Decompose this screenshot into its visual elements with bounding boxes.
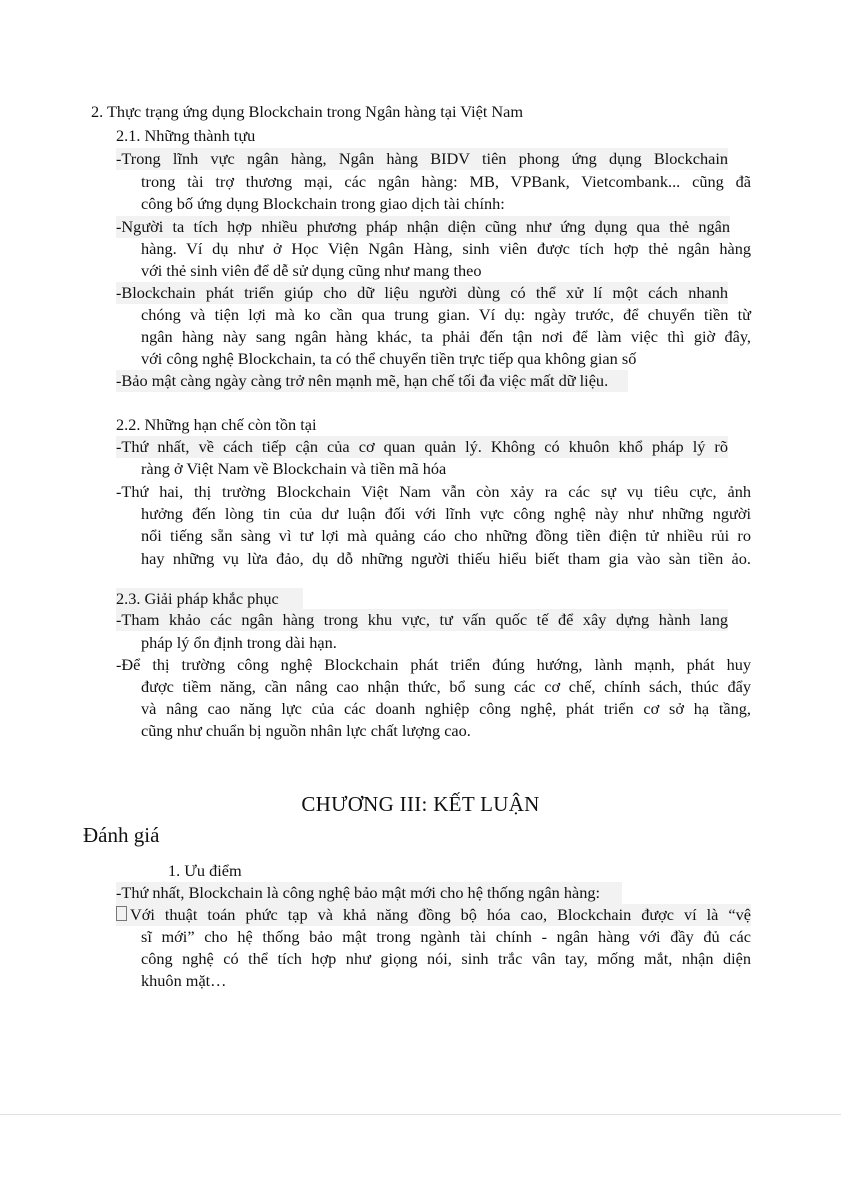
paragraph-line: hưởng đến lòng tin của dư luận đối với lĩnh vực công nghệ này như những người	[141, 504, 751, 523]
item-title-advantages: 1. Ưu điểm	[168, 861, 242, 880]
subsection-title-solutions: 2.3. Giải pháp khắc phục	[116, 588, 303, 610]
paragraph-line: pháp lý ổn định trong dài hạn.	[141, 633, 337, 652]
subsection-title-achievements: 2.1. Những thành tựu	[116, 126, 256, 145]
paragraph-line: chóng và tiện lợi mà ko cần qua trung gian. Ví dụ: ngày trước, để chuyển tiền từ	[141, 305, 751, 324]
evaluation-heading: Đánh giá	[83, 823, 160, 847]
paragraph-line: -Bảo mật càng ngày càng trở nên mạnh mẽ, hạn chế tối đa việc mất dữ liệu.	[116, 370, 628, 392]
paragraph-line: ràng ở Việt Nam về Blockchain và tiền mã hóa	[141, 459, 447, 478]
paragraph-line: công nghệ có thể tích hợp như giọng nói, sinh trắc vân tay, mống mắt, nhận diện	[141, 949, 751, 968]
paragraph-line: -Thứ nhất, về cách tiếp cận của cơ quan quản lý. Không có khuôn khổ pháp lý rõ	[116, 437, 728, 456]
chapter-title: CHƯƠNG III: KẾT LUẬN	[301, 792, 540, 816]
paragraph-line: nổi tiếng sẵn sàng vì tư lợi mà quảng cáo cho những đồng tiền điện tử nhiều rủi ro	[141, 526, 751, 545]
paragraph-line: sĩ mới” cho hệ thống bảo mật trong ngành tài chính - ngân hàng với đầy đủ các	[141, 927, 751, 946]
subsection-title-limitations: 2.2. Những hạn chế còn tồn tại	[116, 415, 317, 434]
paragraph-line: -Tham khảo các ngân hàng trong khu vực, tư vấn quốc tế để xây dựng hành lang	[116, 610, 728, 629]
paragraph-line: -Thứ nhất, Blockchain là công nghệ bảo mật mới cho hệ thống ngân hàng:	[116, 882, 622, 904]
paragraph-line: khuôn mặt…	[141, 971, 227, 990]
paragraph-line: với công nghệ Blockchain, ta có thể chuyển tiền trực tiếp qua không gian số	[141, 349, 637, 368]
missing-glyph-icon	[116, 906, 127, 921]
paragraph-line: -Người ta tích hợp nhiều phương pháp nhận diện cũng như ứng dụng qua thẻ ngân	[116, 217, 730, 236]
paragraph-line-bullet	[116, 904, 751, 926]
paragraph-line: công bố ứng dụng Blockchain trong giao dịch tài chính:	[141, 194, 505, 213]
paragraph-text: Với thuật toán phức tạp và khả năng đồng bộ hóa cao, Blockchain được ví là “vệ	[130, 905, 751, 924]
paragraph-line: được tiềm năng, cần nâng cao nhận thức, bổ sung các cơ chế, chính sách, thúc đẩy	[141, 677, 751, 696]
paragraph-line: trong tài trợ thương mại, các ngân hàng: MB, VPBank, Vietcombank... cũng đã	[141, 172, 751, 191]
paragraph-line: -Blockchain phát triển giúp cho dữ liệu người dùng có thể xử lí một cách nhanh	[116, 283, 728, 302]
page-bottom-divider	[0, 1114, 841, 1115]
paragraph-line: hay những vụ lừa đảo, dụ dỗ những người thiếu hiểu biết tham gia vào sàn tiền ảo.	[141, 549, 751, 568]
paragraph-line: ngân hàng này sang ngân hàng khác, ta phải đến tận nơi để làm việc thì giờ đây,	[141, 327, 751, 346]
paragraph-line: với thẻ sinh viên để dễ sử dụng cũng như mang theo	[141, 261, 482, 280]
paragraph-line: -Trong lĩnh vực ngân hàng, Ngân hàng BIDV tiên phong ứng dụng Blockchain	[116, 149, 728, 168]
paragraph-line: cũng như chuẩn bị nguồn nhân lực chất lượng cao.	[141, 721, 471, 740]
section-title: 2. Thực trạng ứng dụng Blockchain trong Ngân hàng tại Việt Nam	[91, 102, 524, 121]
paragraph-line: -Để thị trường công nghệ Blockchain phát triển đúng hướng, lành mạnh, phát huy	[116, 655, 751, 674]
paragraph-line: -Thứ hai, thị trường Blockchain Việt Nam vẫn còn xảy ra các sự vụ tiêu cực, ảnh	[116, 482, 751, 501]
paragraph-line: hàng. Ví dụ như ở Học Viện Ngân Hàng, sinh viên được tích hợp thẻ ngân hàng	[141, 239, 751, 258]
paragraph-line: và nâng cao năng lực của các doanh nghiệp công nghệ, phát triển cơ sở hạ tầng,	[141, 699, 751, 718]
